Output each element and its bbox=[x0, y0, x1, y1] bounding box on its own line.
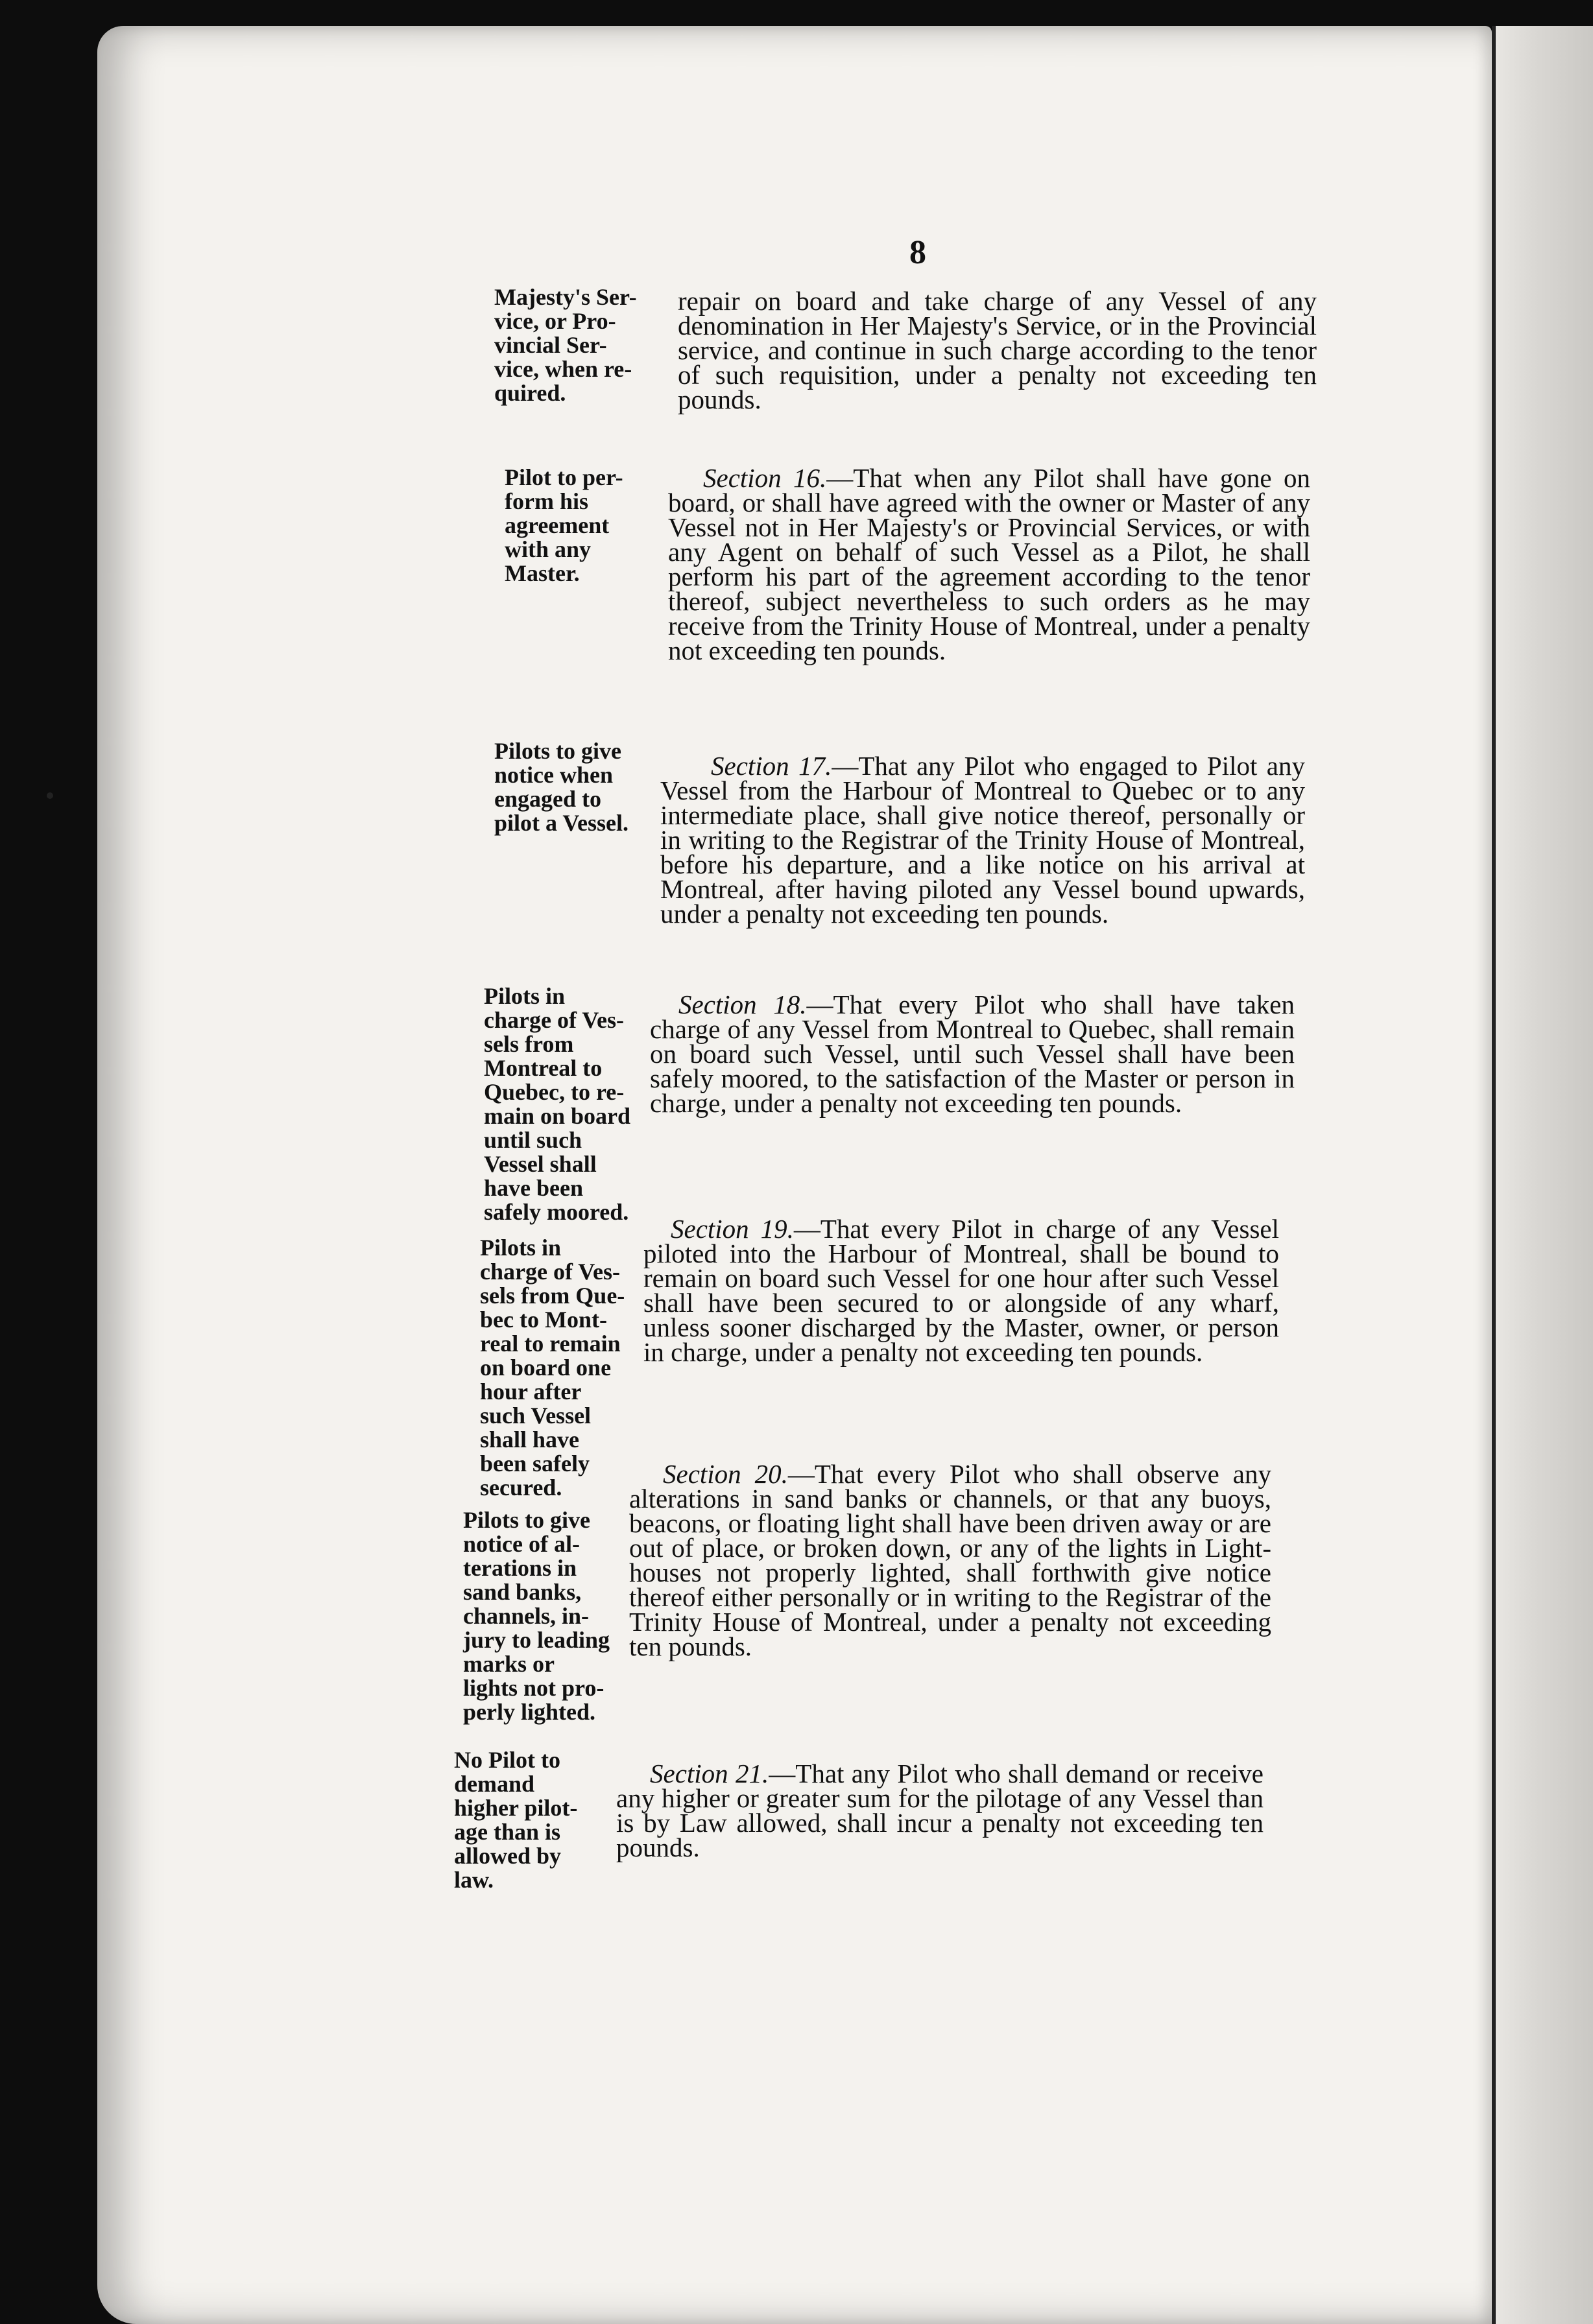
paragraph bbox=[660, 751, 1305, 929]
section-heading: Section 20. bbox=[663, 1459, 788, 1489]
section-text: repair on board and take charge of any Vessel of any denomination in Her Majesty's Service, or in the Provincial service, and continue in such charge according to the tenor of such requisition, under a penalty not exceeding ten pounds. bbox=[678, 286, 1317, 414]
scan-speck bbox=[47, 792, 53, 799]
margin-note: Pilots in charge of Ves- sels from Que- bec to Mont- real to remain on board one hour after such Vessel shall have been safely secured. bbox=[480, 1235, 625, 1500]
section-text: —That every Pilot in charge of any Vessel piloted into the Harbour of Montreal, shall be bound to remain on board such Vessel for one hour after such Vessel shall have been secured to or alongside of any wharf, unless sooner discharged by the Master, owner, or person in charge, under a penalty not exceeding ten pounds. bbox=[643, 1214, 1279, 1367]
paragraph bbox=[616, 1761, 1264, 1860]
paragraph bbox=[668, 463, 1310, 665]
paragraph bbox=[650, 990, 1295, 1118]
section-text: —That every Pilot who shall have taken charge of any Vessel from Montreal to Quebec, shall remain on board such Vessel, until such Vessel shall have been safely moored, to the satisfaction of the Master or person in charge, under a penalty not exceeding ten pounds. bbox=[650, 990, 1295, 1118]
page-number: 8 bbox=[909, 234, 926, 271]
section-text: —That every Pilot who shall observe any alterations in sand banks or channels, or that any buoys, beacons, or floating light shall have been driven away or are out of place, or broken down, or any of the lights in Light-houses not properly lighted, shall forthwith give notice thereof either personally or in writing to the Registrar of the Trinity House of Montreal, under a penalty not exceeding ten pounds. bbox=[629, 1459, 1272, 1661]
section-heading: Section 16. bbox=[703, 463, 827, 493]
section-heading: Section 17. bbox=[711, 751, 832, 781]
margin-note: Majesty's Ser- vice, or Pro- vincial Ser- vice, when re- quired. bbox=[494, 284, 637, 406]
section-text: —That any Pilot who engaged to Pilot any Vessel from the Harbour of Montreal to Quebec or to any intermediate place, shall give notice thereof, personally or in writing to the Registrar of the Trinity House of Montreal, before his departure, and a like notice on his arrival at Montreal, after having piloted any Vessel bound upwards, under a penalty not exceeding ten pounds. bbox=[660, 751, 1305, 929]
margin-note: Pilot to per- form his agreement with any Master. bbox=[505, 464, 623, 586]
section-heading: Section 19. bbox=[671, 1214, 794, 1244]
margin-note: Pilots to give notice when engaged to pilot a Vessel. bbox=[494, 738, 629, 836]
section-text: —That when any Pilot shall have gone on board, or shall have agreed with the owner or Master of any Vessel not in Her Majesty's or Provincial Services, or with any Agent on behalf of such Vessel as a Pilot, he shall perform his part of the agreement according to the tenor thereof, subject nevertheless to such orders as he may receive from the Trinity House of Montreal, under a penalty not exceeding ten pounds. bbox=[668, 463, 1310, 665]
section-text: —That any Pilot who shall demand or receive any higher or greater sum for the pilotage of any Vessel than is by Law allowed, shall incur a penalty not exceeding ten pounds. bbox=[616, 1759, 1264, 1862]
margin-note: Pilots in charge of Ves- sels from Montreal to Quebec, to re- main on board until such Vessel shall have been safely moored. bbox=[484, 983, 631, 1225]
section-heading: Section 18. bbox=[678, 990, 807, 1019]
margin-note: Pilots to give notice of al- terations in sand banks, channels, in- jury to leading marks or lights not pro- perly lighted. bbox=[463, 1507, 610, 1725]
adjacent-page-edge bbox=[1492, 26, 1593, 2324]
margin-note: No Pilot to demand higher pilot- age than is allowed by law. bbox=[454, 1747, 578, 1893]
paragraph bbox=[629, 1459, 1272, 1661]
section-heading: Section 21. bbox=[650, 1759, 769, 1788]
paragraph bbox=[678, 286, 1317, 414]
paragraph bbox=[643, 1214, 1279, 1367]
